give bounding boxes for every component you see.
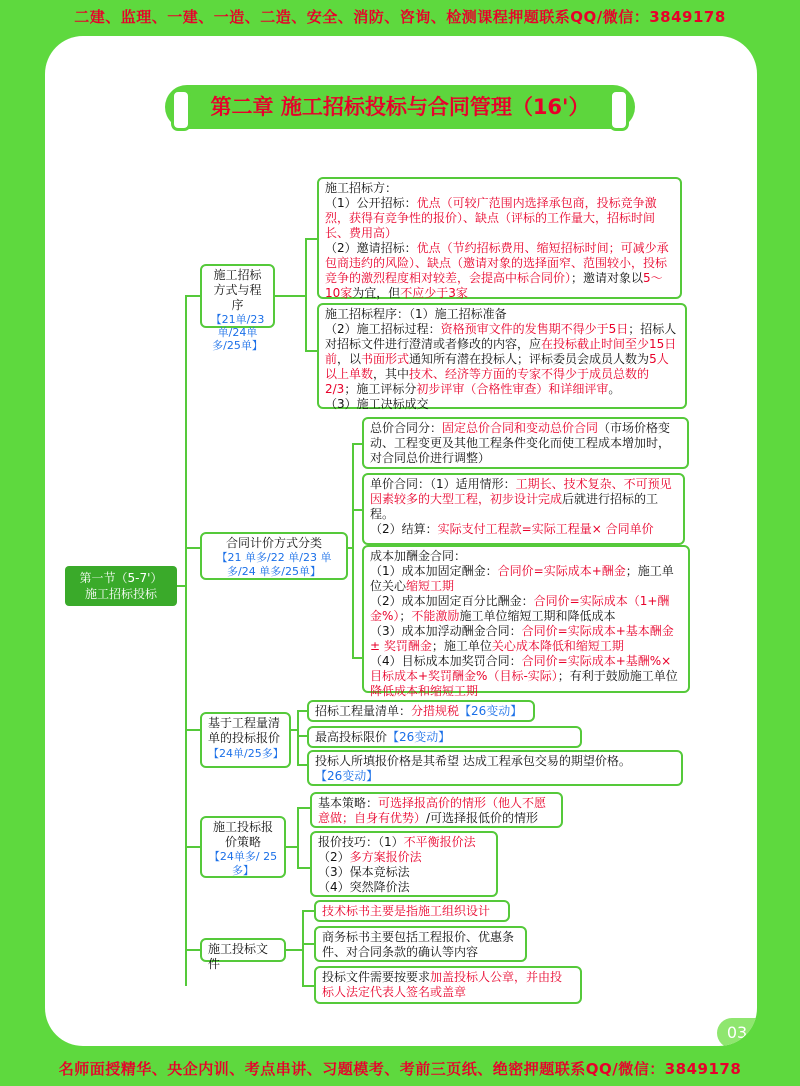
text: 为宜，但 <box>352 286 401 300</box>
branch-5 <box>185 949 201 951</box>
text-red: 优点（可较广范围内选择承包商，投标竞争激烈，获得有竞争性的报价）、缺点（评标的工作量大，招标时间长、费用高） <box>325 196 657 240</box>
leaf-pricing-techniques <box>310 831 498 897</box>
leaf-boq-list <box>307 700 535 722</box>
text: /可选择报低价的情形 <box>426 811 539 825</box>
s5-connector <box>285 949 303 951</box>
chapter-title-text: 第二章 施工招标投标与合同管理（16'） <box>210 95 590 119</box>
leaf-invited-bidding <box>325 241 674 301</box>
main-trunk <box>185 295 187 986</box>
branch-3 <box>185 729 201 731</box>
text-red: 不应少于3家 <box>400 286 468 300</box>
text: （4）目标成本加奖罚合同： <box>370 654 522 668</box>
chapter-title <box>165 85 635 129</box>
text: 通知所有潜在投标人；评标委员会成员人数为 <box>409 352 650 366</box>
s2-trunk <box>352 443 354 659</box>
section-label: 施工投标报价策略 <box>212 820 273 849</box>
s2-leaf3-connector <box>352 657 362 659</box>
top-banner: 二建、监理、一建、一造、二造、安全、消防、咨询、检测课程押题联系QQ/微信：3849178 <box>74 8 726 26</box>
text-red: 缩短工期 <box>406 579 455 593</box>
leaf-commercial-bid <box>314 926 527 962</box>
section-tag: 【21 单多/22 单/23 单多/24 单多/25单】 <box>216 551 332 578</box>
leaf-line <box>370 654 682 699</box>
leaf-heading: 施工招标方： <box>325 181 398 195</box>
leaf-line <box>370 594 682 624</box>
leaf-bidder-price <box>307 750 683 786</box>
s1-trunk <box>305 238 307 352</box>
section-contract-pricing <box>200 532 348 580</box>
section-bid-documents <box>200 938 286 971</box>
branch-4 <box>185 846 201 848</box>
s1-connector <box>274 295 305 297</box>
text-red: 合同价=实际成本+酬金 <box>497 564 626 578</box>
section-tag: 【24单/25多】 <box>208 747 284 760</box>
s5-leaf1-connector <box>302 910 314 912</box>
text-red: 优点（节约招标费用、缩短招标时间；可减少承包商违约的风险）、缺点（邀请对象的选择面窄、范围较小，投标竞争的激烈程度相对较差，会提高中标合同价） <box>325 241 669 285</box>
leaf-line <box>318 850 490 865</box>
leaf-open-bidding <box>325 196 674 241</box>
text: （2）邀请招标： <box>325 241 417 255</box>
root-node-line1: 第一节（5-7'） <box>79 571 163 585</box>
text-blue: 【26变动】 <box>315 769 379 783</box>
text-red: 加盖投标人公章，并由投标人法定代表人签名或盖章 <box>322 970 563 999</box>
section-label: 施工投标文件 <box>208 942 269 971</box>
leaf-line <box>370 624 682 654</box>
text: ；招标人对招标文件进行澄清或者修改的内容，应 <box>325 322 677 351</box>
text-red: 可选择报高价的情形（他人不愿意做；自身有优势） <box>318 796 547 825</box>
text: （1）公开招标： <box>325 196 417 210</box>
title-right-cap <box>609 89 629 131</box>
leaf-line <box>325 322 679 397</box>
section-bidding-method <box>200 264 275 352</box>
s1-leaf1-connector <box>305 238 317 240</box>
leaf-line <box>318 835 490 850</box>
text: 总价合同分： <box>370 421 443 435</box>
leaf-unit-price-contract <box>362 473 685 545</box>
text-red: 合同价=实际成本+基酬%× 目标成本+奖罚酬金%（目标-实际） <box>370 654 672 683</box>
leaf-basic-strategy <box>310 792 563 828</box>
leaf-line <box>370 477 677 522</box>
text: 商务标书主要包括工程报价、优惠条件、对合同条款的确认等内容 <box>322 930 515 959</box>
text-red: 技术、经济等方面的专家不得少于成员总数的 2/3 <box>325 367 650 396</box>
s4-leaf1-connector <box>297 807 310 809</box>
text-red: 工期长、技术复杂、不可预见因素较多的大型工程，初步设计完成 <box>370 477 672 506</box>
title-left-cap <box>171 89 191 131</box>
text: ，以 <box>337 352 362 366</box>
section-tag: 【24单多/ 25多】 <box>208 850 278 877</box>
section-boq-pricing <box>200 712 291 768</box>
s2-leaf2-connector <box>352 509 362 511</box>
s5-trunk <box>302 910 304 987</box>
s4-trunk <box>297 807 299 869</box>
leaf-lump-sum-contract <box>362 417 689 469</box>
text-red: 初步评审（合格性审查）和详细评审 <box>416 382 609 396</box>
text: 投标人所填报价格是其希望 达成工程承包交易的期望价格。 <box>315 754 631 768</box>
text: ；邀请对象以 <box>571 271 644 285</box>
section-label: 施工招标方式与程序 <box>213 268 262 312</box>
leaf-heading: 成本加酬金合同： <box>370 549 467 563</box>
text-red: 不平衡报价法 <box>403 835 476 849</box>
text: 招标工程量清单： <box>315 704 412 718</box>
text-red: 在投标截止时间至少15日前 <box>325 337 677 366</box>
text: （2） <box>318 850 350 864</box>
text-red: 合同价=实际成本（1+酬金%） <box>370 594 670 623</box>
text-red: 实际支付工程款=实际工程量× 合同单价 <box>437 522 654 536</box>
text: ；施工单位 <box>431 639 492 653</box>
text-red: 多方案报价法 <box>349 850 422 864</box>
text-red: 不能激励 <box>411 609 460 623</box>
s4-leaf2-connector <box>297 867 310 869</box>
leaf-line: （3）保本竞标法 <box>318 865 410 879</box>
text: ；施工单位关心 <box>370 564 674 593</box>
content-card <box>45 36 757 1046</box>
text: 最高投标限价 <box>315 730 388 744</box>
text: ；有利于鼓励施工单位 <box>557 669 678 683</box>
bottom-banner: 名师面授精华、央企内训、考点串讲、习题模考、考前三页纸、绝密押题联系QQ/微信：3849178 <box>58 1060 742 1078</box>
text-blue: 【26变动】 <box>459 704 523 718</box>
text: （3）成本加浮动酬金合同： <box>370 624 522 638</box>
text: ，其中 <box>373 367 410 381</box>
s1-leaf2-connector <box>305 350 317 352</box>
root-node-line2: 施工招标投标 <box>84 587 157 601</box>
text: 后就进行招标的工程。 <box>370 492 659 521</box>
leaf-bidding-procedure <box>317 303 687 409</box>
text: 。 <box>608 382 621 396</box>
s2-leaf1-connector <box>352 443 362 445</box>
text: （1）成本加固定酬金： <box>370 564 498 578</box>
leaf-max-bid-limit <box>307 726 582 748</box>
text-red: 固定总价合同和变动总价合同 <box>442 421 599 435</box>
leaf-technical-bid <box>314 900 510 922</box>
text-red: 降低成本和缩短工期 <box>370 684 479 698</box>
s3-leaf3-connector <box>297 764 307 766</box>
text-red: 5～10家 <box>325 271 663 300</box>
s3-leaf2-connector <box>297 735 307 737</box>
text: 施工单位缩短工期和降低成本 <box>459 609 616 623</box>
text: ；施工评标分 <box>344 382 417 396</box>
leaf-line: （3）施工决标成交 <box>325 397 429 411</box>
text-red: 关心成本降低和缩短工期 <box>491 639 624 653</box>
leaf-line: （4）突然降价法 <box>318 880 410 894</box>
text-red: 技术标书主要是指施工组织设计 <box>322 904 491 918</box>
section-label: 合同计价方式分类 <box>225 536 322 550</box>
s5-leaf2-connector <box>302 943 314 945</box>
text-red: 5人以上单数 <box>325 352 669 381</box>
root-node <box>65 566 177 606</box>
leaf-cost-plus-contract <box>362 545 690 698</box>
leaf-bidding-types <box>317 177 682 299</box>
text-red: 合同价=实际成本+基本酬金± 奖罚酬金 <box>370 624 674 653</box>
text: 单价合同：（1）适用情形： <box>370 477 516 491</box>
text-red: 书面形式 <box>361 352 410 366</box>
text: （市场价格变动、工程变更及其他工程条件变化而使工程成本增加时，对合同总价进行调整） <box>370 421 671 465</box>
text: （2）结算： <box>370 522 438 536</box>
text-blue: 【26变动】 <box>387 730 451 744</box>
text-red: 资格预审文件的发售期不得少于5日 <box>440 322 629 336</box>
text-red: 分措规税 <box>411 704 460 718</box>
text: （2）施工招标过程： <box>325 322 441 336</box>
text: 报价技巧：（1） <box>318 835 404 849</box>
leaf-line <box>370 522 677 537</box>
text: （2）成本加固定百分比酬金： <box>370 594 534 608</box>
branch-2 <box>185 547 201 549</box>
text: 基本策略： <box>318 796 379 810</box>
leaf-line <box>370 564 682 594</box>
section-label: 基于工程量清单的投标报价 <box>208 716 281 745</box>
section-pricing-strategy <box>200 816 286 878</box>
branch-1 <box>185 295 201 297</box>
section-tag: 【21单/23单/24单多/25单】 <box>210 313 265 352</box>
s3-trunk <box>297 710 299 766</box>
page-number: 03 <box>717 1018 757 1046</box>
leaf-seal-signature <box>314 966 582 1004</box>
s5-leaf3-connector <box>302 985 314 987</box>
text: ； <box>399 609 412 623</box>
s3-leaf1-connector <box>297 710 307 712</box>
leaf-line: 施工招标程序：（1）施工招标准备 <box>325 307 507 321</box>
text: 投标文件需要按要求 <box>322 970 431 984</box>
